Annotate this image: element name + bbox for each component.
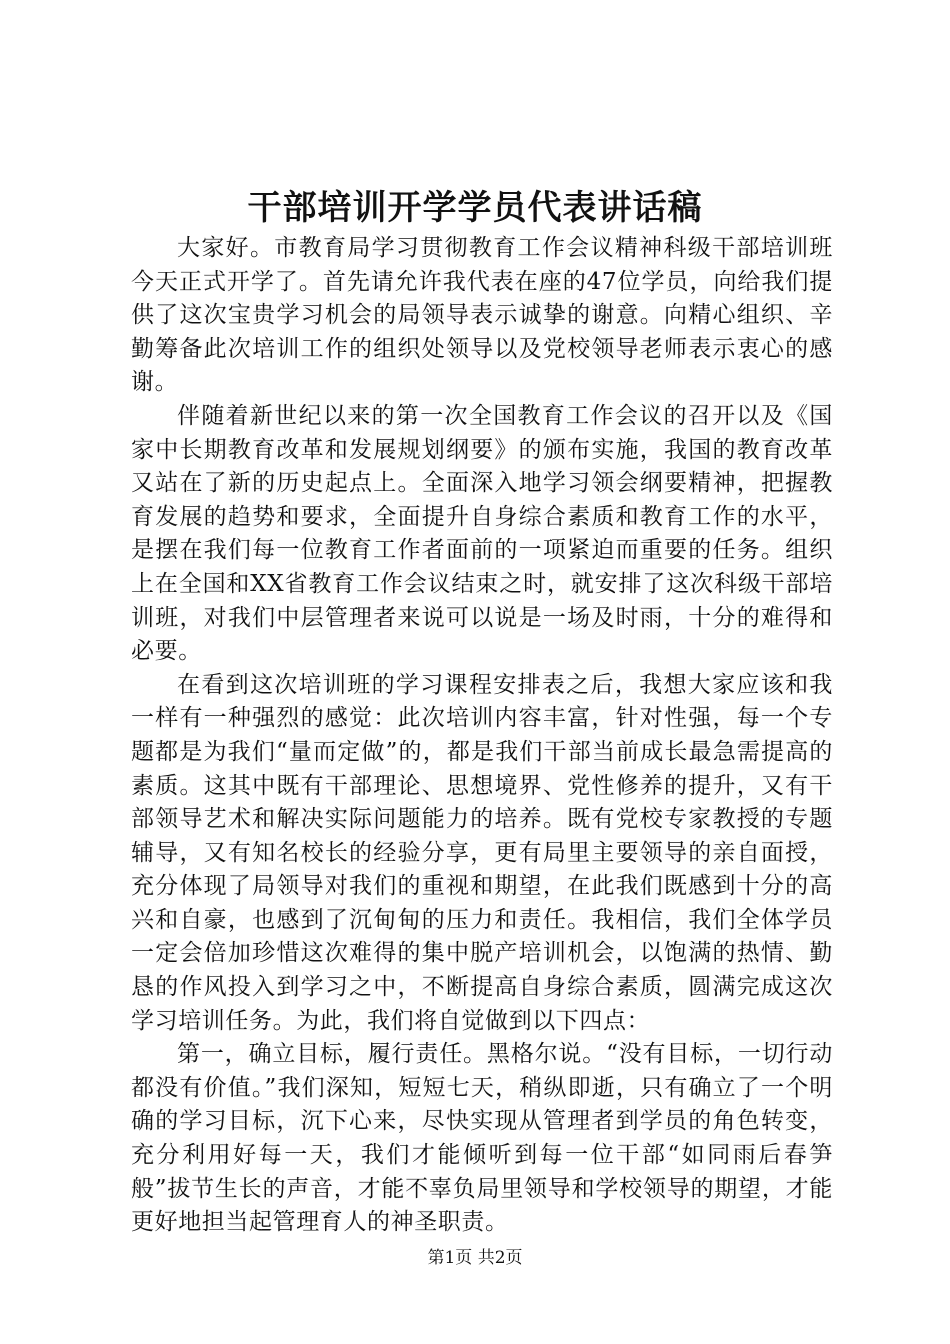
document-title: 干部培训开学学员代表讲话稿 [247, 188, 703, 228]
page-footer: 第1页 共2页 [427, 1248, 523, 1268]
paragraph-1: 大家好。市教育局学习贯彻教育工作会议精神科级干部培训班今天正式开学了。首先请允许我代表在座的47位学员，向给我们提供了这次宝贵学习机会的局领导表示诚挚的谢意。向精心组织、辛勤筹备此次培训工作的组织处领导以及党校领导老师表示衷心的感谢。 [131, 235, 833, 396]
paragraph-2: 伴随着新世纪以来的第一次全国教育工作会议的召开以及《国家中长期教育改革和发展规划纲要》的颁布实施，我国的教育改革又站在了新的历史起点上。全面深入地学习领会纲要精神，把握教育发展的趋势和要求，全面提升自身综合素质和教育工作的水平，是摆在我们每一位教育工作者面前的一项紧迫而重要的任务。组织上在全国和XX省教育工作会议结束之时，就安排了这次科级干部培训班，对我们中层管理者来说可以说是一场及时雨，十分的难得和必要。 [131, 402, 833, 665]
paragraph-3: 在看到这次培训班的学习课程安排表之后，我想大家应该和我一样有一种强烈的感觉：此次培训内容丰富，针对性强，每一个专题都是为我们“量而定做”的，都是我们干部当前成长最急需提高的素质。这其中既有干部理论、思想境界、党性修养的提升，又有干部领导艺术和解决实际问题能力的培养。既有党校专家教授的专题辅导，又有知名校长的经验分享，更有局里主要领导的亲自面授，充分体现了局领导对我们的重视和期望，在此我们既感到十分的高兴和自豪，也感到了沉甸甸的压力和责任。我相信，我们全体学员一定会倍加珍惜这次难得的集中脱产培训机会，以饱满的热情、勤恳的作风投入到学习之中，不断提高自身综合素质，圆满完成这次学习培训任务。为此，我们将自觉做到以下四点： [131, 671, 833, 1034]
paragraph-4: 第一，确立目标，履行责任。黑格尔说。“没有目标，一切行动都没有价值。”我们深知，短短七天，稍纵即逝，只有确立了一个明确的学习目标，沉下心来，尽快实现从管理者到学员的角色转变，充分利用好每一天，我们才能倾听到每一位干部“如同雨后春笋般”拔节生长的声音，才能不辜负局里领导和学校领导的期望，才能更好地担当起管理育人的神圣职责。 [131, 1041, 833, 1236]
document-body [131, 232, 833, 1240]
